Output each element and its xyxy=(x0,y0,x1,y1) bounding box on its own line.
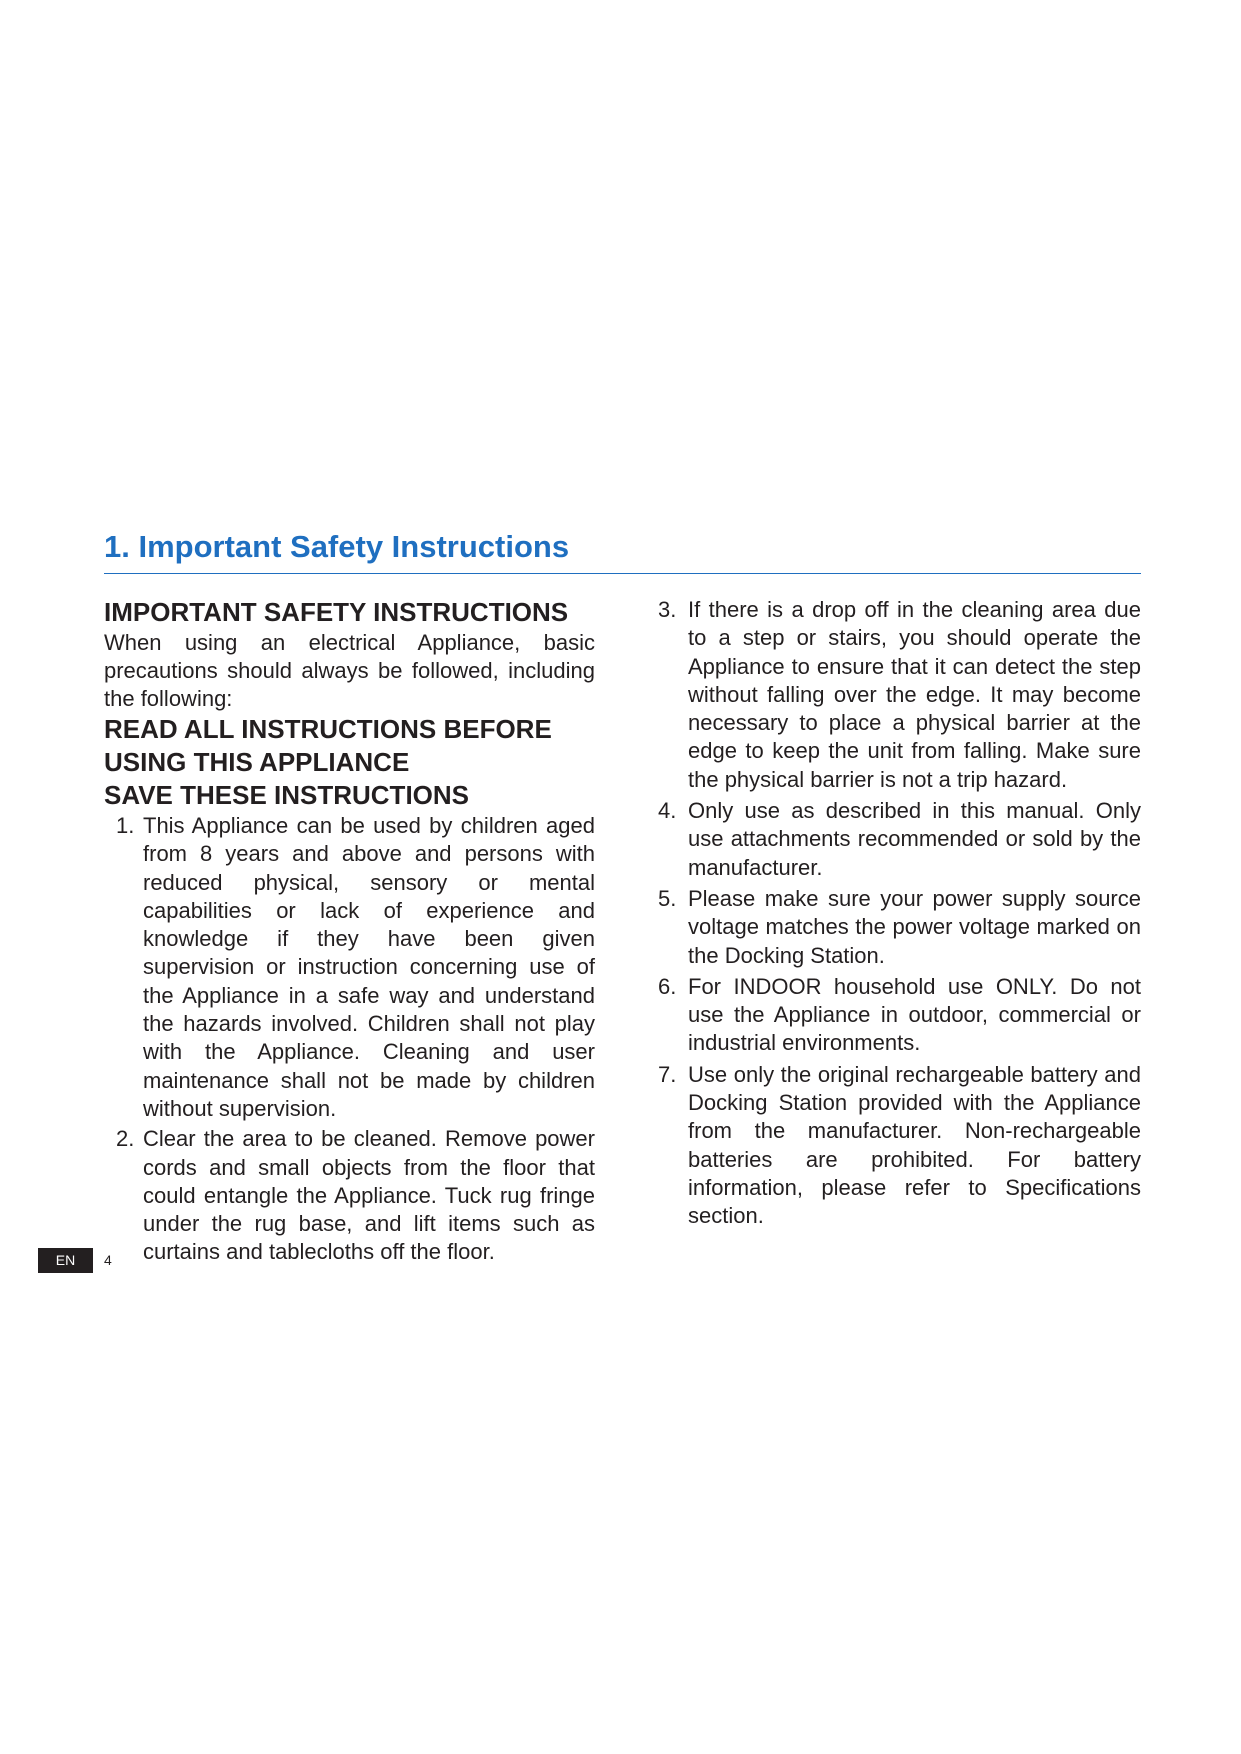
list-item-text: If there is a drop off in the cleaning area due to a step or stairs, you should operate the Appliance to ensure that it can detect the step without falling over the edge. It may become necessary to place a physical barrier at the edge to keep the unit from falling. Make sure the physical barrier is not a trip hazard. xyxy=(688,597,1141,792)
list-item-text: Clear the area to be cleaned. Remove power cords and small objects from the floor that could entangle the Appliance. Tuck rug fringe under the rug base, and lift items such as curtains and tablecloths off the floor. xyxy=(143,1126,595,1265)
list-item xyxy=(104,1125,595,1266)
left-instruction-list xyxy=(104,812,595,1267)
list-item xyxy=(657,973,1141,1058)
intro-paragraph: When using an electrical Appliance, basic precautions should always be followed, including the following: xyxy=(104,630,595,711)
page-number: 4 xyxy=(104,1252,112,1268)
right-instruction-list xyxy=(657,596,1141,1231)
section-title: 1. Important Safety Instructions xyxy=(104,529,570,564)
list-item xyxy=(657,885,1141,970)
language-badge: EN xyxy=(38,1248,93,1273)
list-item-number: 4. xyxy=(658,798,677,824)
save-instructions-heading: SAVE THESE INSTRUCTIONS xyxy=(104,780,470,810)
list-item xyxy=(657,596,1141,794)
list-item-number: 6. xyxy=(658,973,677,999)
list-item xyxy=(104,812,595,1123)
list-item-number: 7. xyxy=(658,1061,677,1087)
important-safety-heading: IMPORTANT SAFETY INSTRUCTIONS xyxy=(104,597,569,627)
title-divider xyxy=(104,573,1141,574)
right-column xyxy=(657,596,1141,1231)
read-all-heading: READ ALL INSTRUCTIONS BEFORE USING THIS APPLIANCE xyxy=(104,714,552,777)
list-item-number: 1. xyxy=(116,813,135,838)
list-item xyxy=(657,1061,1141,1231)
list-item-text: Only use as described in this manual. Only use attachments recommended or sold by the manufacturer. xyxy=(688,798,1141,880)
left-column xyxy=(104,596,595,1267)
list-item-number: 2. xyxy=(116,1126,135,1152)
list-item-text: Use only the original rechargeable battery and Docking Station provided with the Appliance from the manufacturer. Non-rechargeable batteries are prohibited. For battery information, please refer to Specifications section. xyxy=(688,1061,1141,1229)
list-item-number: 3. xyxy=(658,597,677,622)
list-item-text: Please make sure your power supply source voltage matches the power voltage marked on the Docking Station. xyxy=(688,885,1141,968)
list-item xyxy=(657,797,1141,882)
list-item-number: 5. xyxy=(658,885,677,911)
list-item-text: This Appliance can be used by children aged from 8 years and above and persons with reduced physical, sensory or mental capabilities or lack of experience and knowledge if they have been given supervision or instruction concerning use of the Appliance in a safe way and understand the hazards involved. Children shall not play with the Appliance. Cleaning and user maintenance shall not be made by children without supervision. xyxy=(143,813,595,1121)
list-item-text: For INDOOR household use ONLY. Do not use the Appliance in outdoor, commercial or industrial environments. xyxy=(688,973,1141,1056)
